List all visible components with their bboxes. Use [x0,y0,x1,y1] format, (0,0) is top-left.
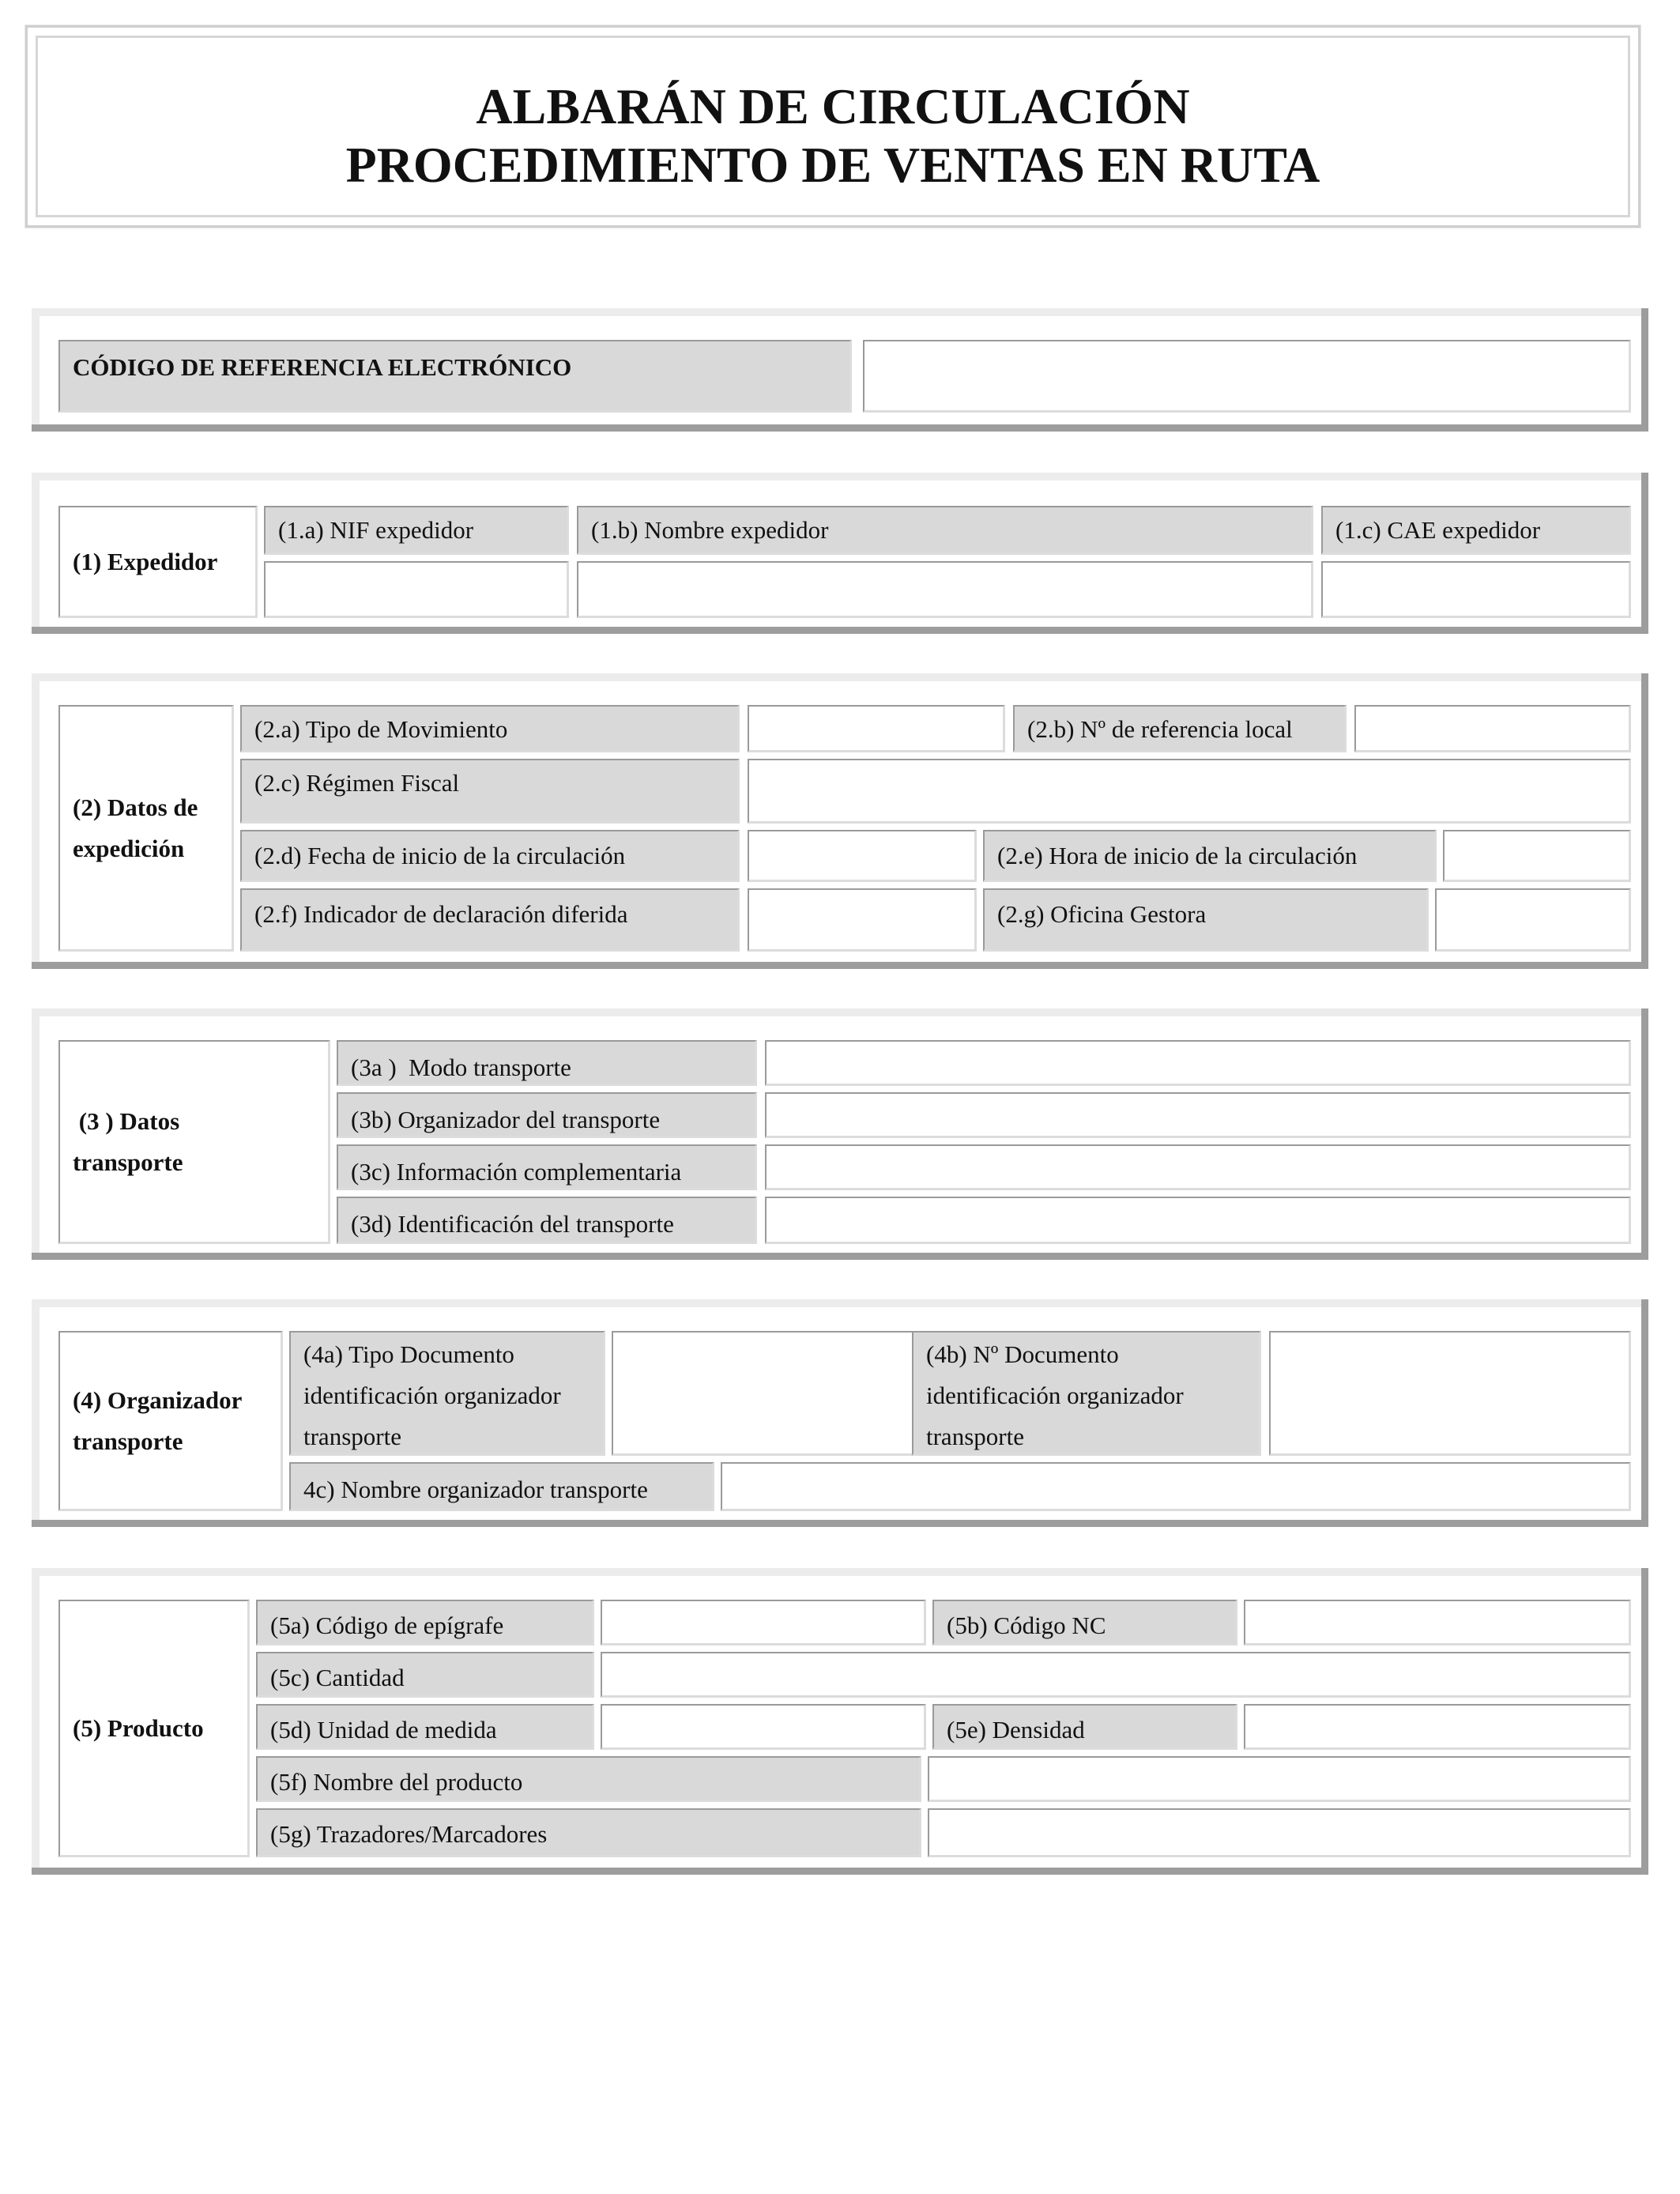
section-3-heading-line1: (3 ) Datos [73,1106,180,1135]
field-5g-input[interactable] [928,1808,1631,1857]
section-datos-expedicion [32,673,1648,969]
field-1a-input[interactable] [264,561,569,618]
field-2b-label-cell [1013,705,1347,752]
field-2a-label: (2.a) Tipo de Movimiento [254,715,508,743]
field-2d-label-cell [240,830,740,882]
field-2a-label-cell [240,705,740,752]
reference-value-field[interactable] [863,340,1631,413]
field-2f-label-cell [240,888,740,952]
field-2d-input[interactable] [748,830,977,882]
field-5b-label: (5b) Código NC [947,1612,1106,1639]
field-4a-input[interactable] [612,1331,937,1456]
field-2e-label: (2.e) Hora de inicio de la circulación [997,842,1358,869]
field-5g-label: (5g) Trazadores/Marcadores [270,1820,548,1848]
field-1c-input[interactable] [1321,561,1631,618]
field-5e-label: (5e) Densidad [947,1716,1085,1744]
section-5-heading-text: (5) Producto [73,1713,204,1742]
field-1a-label: (1.a) NIF expedidor [278,516,474,544]
field-3c-input[interactable] [765,1144,1631,1190]
field-3b-input[interactable] [765,1092,1631,1138]
field-3a-input[interactable] [765,1040,1631,1086]
field-2g-label-cell [983,888,1429,952]
field-5c-label-cell [256,1652,594,1698]
field-2d-label: (2.d) Fecha de inicio de la circulación [254,842,626,869]
field-2g-label: (2.g) Oficina Gestora [997,900,1207,928]
section-3-heading-line2: transporte [73,1148,183,1176]
reference-section [32,308,1648,432]
field-2a-input[interactable] [748,705,1005,752]
section-5-heading [58,1600,250,1857]
field-4c-input[interactable] [721,1462,1631,1511]
field-4a-label-line1: (4a) Tipo Documento [303,1340,514,1368]
field-3d-input[interactable] [765,1197,1631,1244]
field-5b-input[interactable] [1244,1600,1631,1646]
field-5a-input[interactable] [601,1600,926,1646]
field-5d-input[interactable] [601,1704,926,1750]
field-1c-label-cell [1321,506,1631,555]
field-3b-label: (3b) Organizador del transporte [351,1106,661,1133]
section-datos-transporte [32,1008,1648,1260]
field-5f-input[interactable] [928,1756,1631,1802]
field-5b-label-cell [932,1600,1237,1646]
section-expedidor [32,473,1648,634]
field-3a-label: (3a ) Modo transporte [351,1054,571,1081]
field-5g-label-cell [256,1808,921,1857]
field-4b-label [913,1333,1259,1457]
field-4b-label-cell [912,1331,1261,1456]
section-producto [32,1568,1648,1875]
field-3d-label-cell [337,1197,757,1244]
field-1b-label-cell [577,506,1313,555]
field-2b-label: (2.b) Nº de referencia local [1027,715,1293,743]
section-3-heading [58,1040,330,1244]
document-title-line1: ALBARÁN DE CIRCULACIÓN [476,78,1190,134]
field-5c-label: (5c) Cantidad [270,1664,405,1691]
reference-label-cell [58,340,852,413]
field-5a-label: (5a) Código de epígrafe [270,1612,504,1639]
field-4a-label-cell [289,1331,605,1456]
field-3c-label-cell [337,1144,757,1190]
field-4c-label-cell [289,1462,714,1511]
section-4-heading [58,1331,283,1511]
field-2f-label: (2.f) Indicador de declaración diferida [254,900,628,928]
section-1-heading [58,506,258,618]
field-3d-label: (3d) Identificación del transporte [351,1210,674,1238]
field-2b-input[interactable] [1354,705,1631,752]
document-title-line2: PROCEDIMIENTO DE VENTAS EN RUTA [345,137,1320,193]
section-2-heading-line2: expedición [73,834,185,862]
field-2g-input[interactable] [1435,888,1631,952]
field-3b-label-cell [337,1092,757,1138]
field-1b-label: (1.b) Nombre expedidor [591,516,829,544]
title-inner-border [36,36,1630,217]
field-1c-label: (1.c) CAE expedidor [1335,516,1541,544]
section-1-heading-text: (1) Expedidor [73,547,218,575]
field-3a-label-cell [337,1040,757,1086]
field-4a-label-line2: identificación organizador [303,1382,561,1409]
field-2c-label: (2.c) Régimen Fiscal [254,769,460,797]
field-5f-label: (5f) Nombre del producto [270,1768,523,1796]
field-5d-label: (5d) Unidad de medida [270,1716,497,1744]
field-5f-label-cell [256,1756,921,1802]
section-organizador-transporte [32,1299,1648,1527]
field-1b-input[interactable] [577,561,1313,618]
field-5a-label-cell [256,1600,594,1646]
field-4b-label-line3: transporte [926,1423,1024,1450]
section-2-heading-line1: (2) Datos de [73,793,198,821]
field-5c-input[interactable] [601,1652,1631,1698]
field-4b-input[interactable] [1269,1331,1631,1456]
section-4-heading-line1: (4) Organizador [73,1385,243,1414]
field-5e-input[interactable] [1244,1704,1631,1750]
section-4-heading-line2: transporte [73,1427,183,1455]
field-2e-label-cell [983,830,1437,882]
field-4b-label-line1: (4b) Nº Documento [926,1340,1119,1368]
field-1a-label-cell [264,506,569,555]
field-2c-label-cell [240,759,740,824]
field-5d-label-cell [256,1704,594,1750]
section-2-heading [58,705,234,952]
field-5e-label-cell [932,1704,1237,1750]
field-4c-label: 4c) Nombre organizador transporte [303,1476,648,1503]
reference-label: CÓDIGO DE REFERENCIA ELECTRÓNICO [73,353,572,381]
field-4a-label [291,1333,603,1457]
field-2f-input[interactable] [748,888,977,952]
field-2e-input[interactable] [1443,830,1631,882]
field-2c-input[interactable] [748,759,1631,824]
field-4a-label-line3: transporte [303,1423,401,1450]
field-4b-label-line2: identificación organizador [926,1382,1184,1409]
field-3c-label: (3c) Información complementaria [351,1158,682,1186]
document-title-box [25,25,1640,228]
